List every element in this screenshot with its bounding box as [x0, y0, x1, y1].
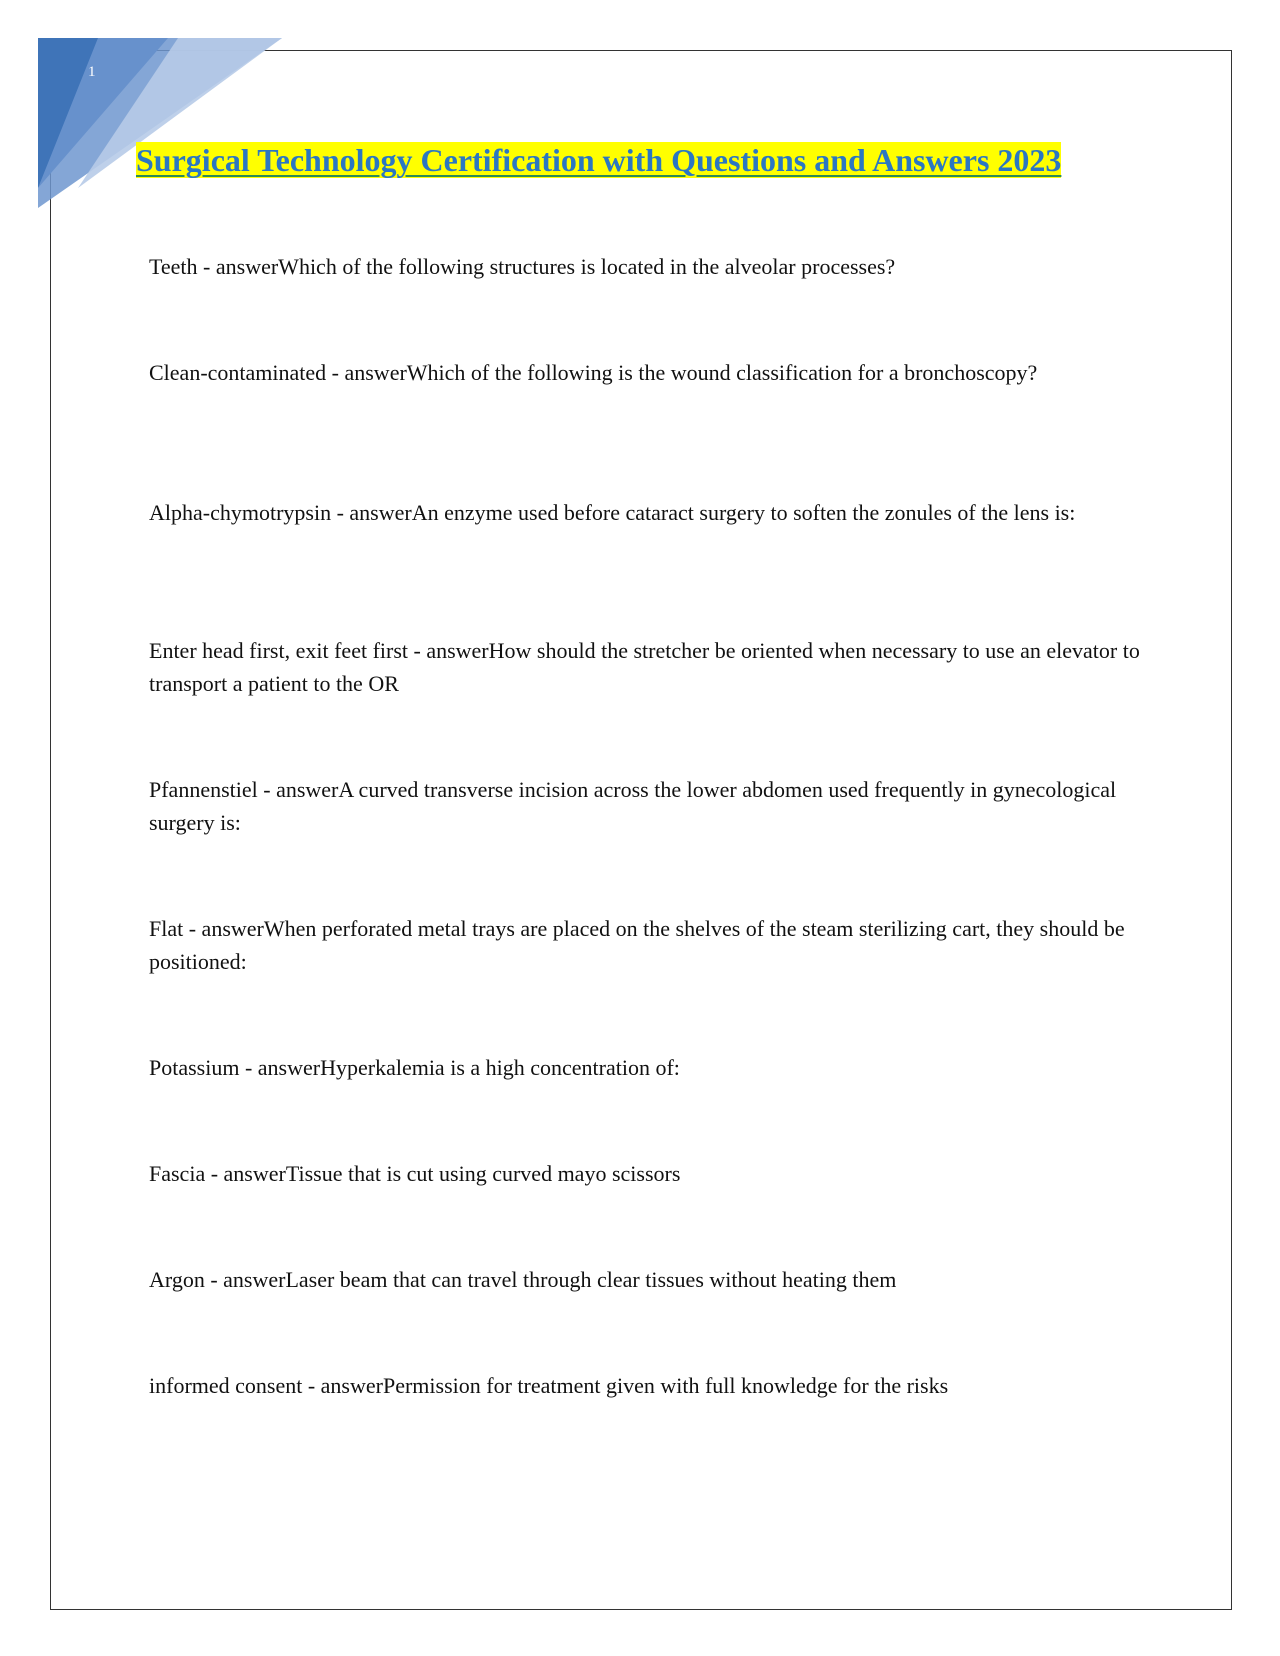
qa-item: Pfannenstiel - answerA curved transverse incision across the lower abdomen used frequently in gynecological surgery is:	[149, 777, 1117, 835]
page-title	[136, 140, 1061, 180]
qa-item: Potassium - answerHyperkalemia is a high concentration of:	[149, 1055, 680, 1080]
qa-item: Argon - answerLaser beam that can travel through clear tissues without heating them	[149, 1267, 897, 1292]
qa-item: informed consent - answerPermission for treatment given with full knowledge for the risks	[149, 1373, 949, 1398]
qa-item: Alpha-chymotrypsin - answerAn enzyme used before cataract surgery to soften the zonules of the lens is:	[149, 500, 1076, 525]
qa-item: Enter head first, exit feet first - answerHow should the stretcher be oriented when necessary to use an elevator to transport a patient to the OR	[149, 638, 1140, 696]
page-title-text: Surgical Technology Certification with Questions and Answers 2023	[136, 142, 1062, 178]
qa-item: Fascia - answerTissue that is cut using curved mayo scissors	[149, 1161, 681, 1186]
qa-item: Teeth - answerWhich of the following structures is located in the alveolar processes?	[149, 254, 896, 279]
corner-decoration	[38, 38, 282, 208]
qa-item: Flat - answerWhen perforated metal trays are placed on the shelves of the steam sterilizing cart, they should be positioned:	[149, 916, 1125, 974]
page-number: 1	[88, 64, 96, 80]
qa-item: Clean-contaminated - answerWhich of the following is the wound classification for a bronchoscopy?	[149, 360, 1038, 385]
